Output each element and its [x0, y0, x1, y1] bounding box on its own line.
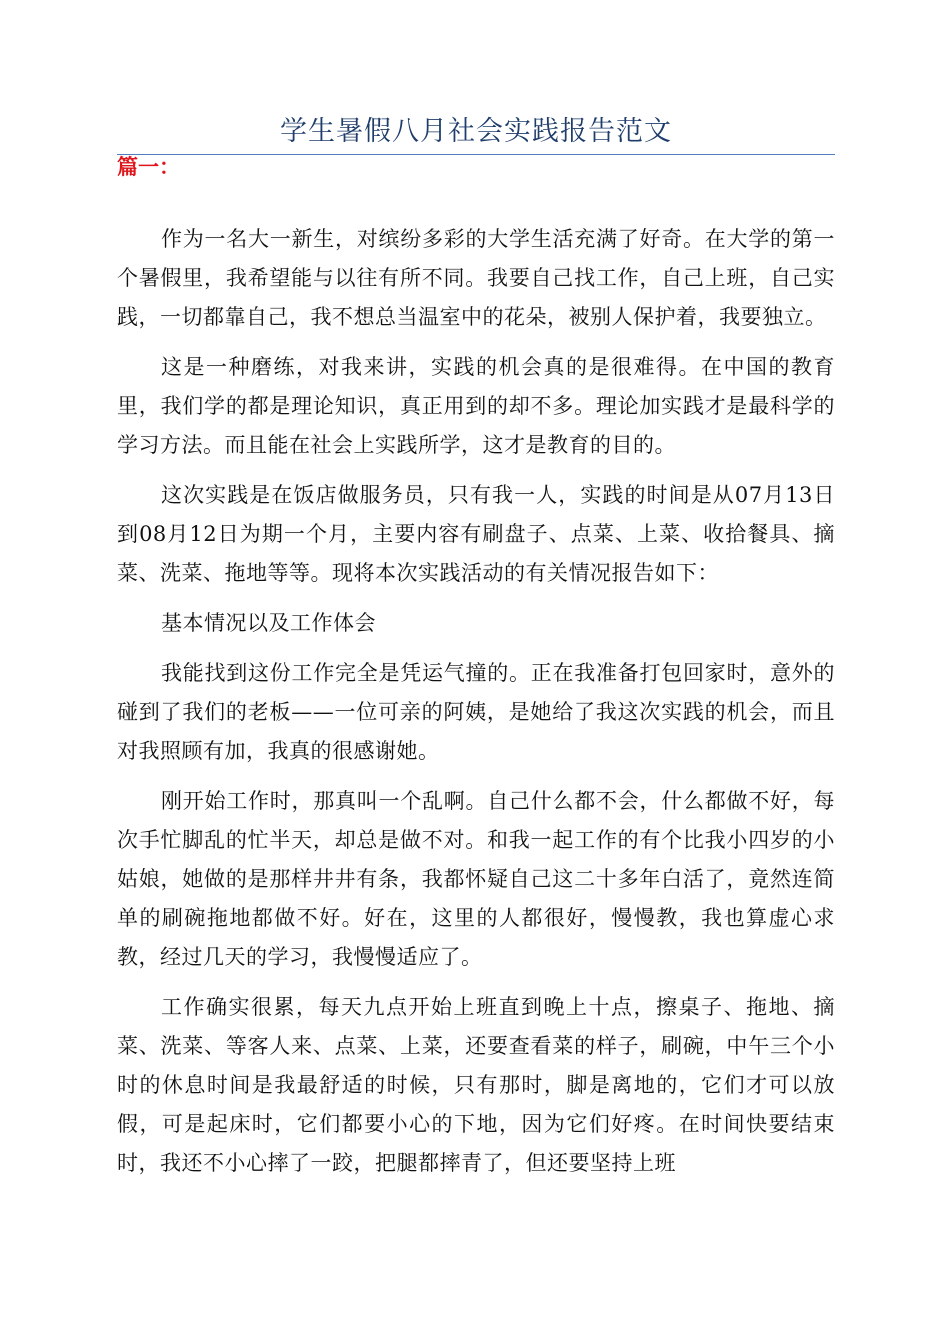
- section-heading: 篇一：: [117, 155, 180, 179]
- title-underline: [117, 154, 835, 155]
- paragraph: 工作确实很累，每天九点开始上班直到晚上十点，擦桌子、拖地、摘菜、洗菜、等客人来、点菜、上菜，还要查看菜的样子，刷碗，中午三个小时的休息时间是我最舒适的时候，只有那时，脚是离地的，它们才可以放假，可是起床时，它们都要小心的下地，因为它们好疼。在时间快要结束时，我还不小心摔了一跤，把腿都摔青了，但还要坚持上班: [117, 995, 835, 1175]
- paragraph: 刚开始工作时，那真叫一个乱啊。自己什么都不会，什么都做不好，每次手忙脚乱的忙半天，却总是做不对。和我一起工作的有个比我小四岁的小姑娘，她做的是那样井井有条，我都怀疑自己这二十多年白活了，竟然连简单的刷碗拖地都做不好。好在，这里的人都很好，慢慢教，我也算虚心求教，经过几天的学习，我慢慢适应了。: [117, 789, 835, 969]
- document-title: 学生暑假八月社会实践报告范文: [280, 116, 672, 147]
- subheading-paragraph: 基本情况以及工作体会: [161, 611, 376, 635]
- paragraph: 这是一种磨练，对我来讲，实践的机会真的是很难得。在中国的教育里，我们学的都是理论知识，真正用到的却不多。理论加实践才是最科学的学习方法。而且能在社会上实践所学，这才是教育的目的。: [117, 355, 835, 457]
- paragraph: 这次实践是在饭店做服务员，只有我一人，实践的时间是从07月13日到08月12日为期一个月，主要内容有刷盘子、点菜、上菜、收拾餐具、摘菜、洗菜、拖地等等。现将本次实践活动的有关情况报告如下：: [117, 483, 835, 585]
- paragraph: 我能找到这份工作完全是凭运气撞的。正在我准备打包回家时，意外的碰到了我们的老板——一位可亲的阿姨，是她给了我这次实践的机会，而且对我照顾有加，我真的很感谢她。: [117, 661, 835, 763]
- document-body: [117, 220, 835, 1194]
- paragraph: 作为一名大一新生，对缤纷多彩的大学生活充满了好奇。在大学的第一个暑假里，我希望能与以往有所不同。我要自己找工作，自己上班，自己实践，一切都靠自己，我不想总当温室中的花朵，被别人保护着，我要独立。: [117, 227, 835, 329]
